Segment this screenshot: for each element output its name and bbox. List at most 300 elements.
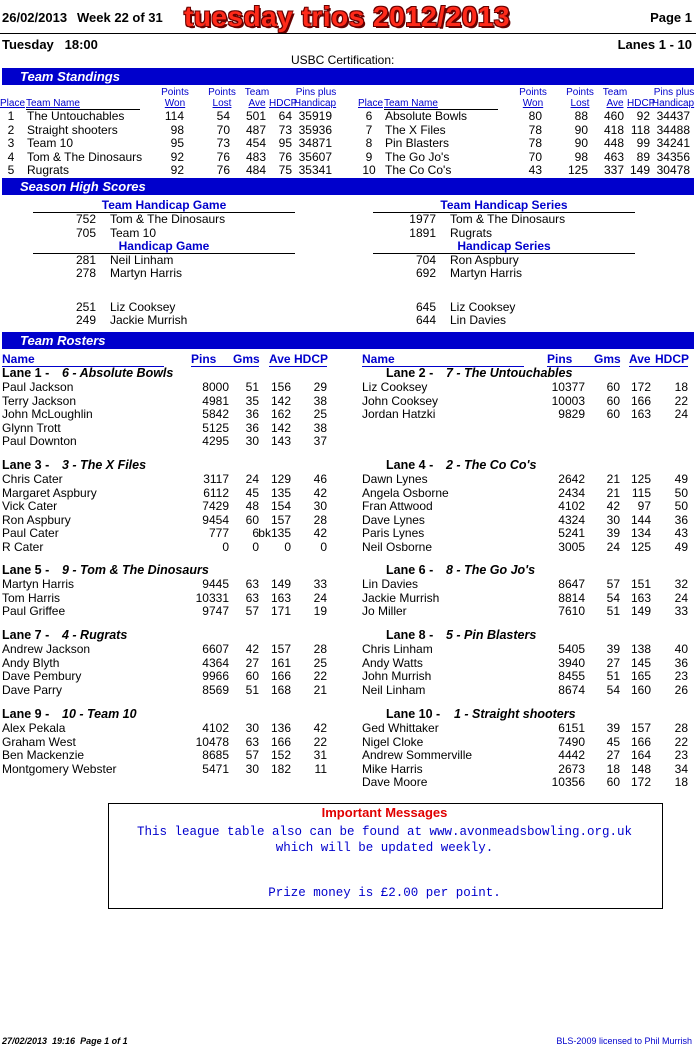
player-games: 60 <box>606 407 620 422</box>
player-handicap: 18 <box>674 380 688 394</box>
place-value: 10 <box>362 163 376 178</box>
player-handicap: 22 <box>313 669 327 684</box>
player-pins: 9747 <box>202 604 229 619</box>
lane-team-name: 2 - The Co Co's <box>446 458 537 472</box>
player-name: John Murrish <box>362 669 432 684</box>
roster-row <box>2 500 342 513</box>
footer-license: BLS-2009 licensed to Phil Murrish <box>556 1036 692 1046</box>
pph-header-1: Pins plus <box>295 87 337 98</box>
player-games: 36 <box>245 420 259 435</box>
player-games: 27 <box>606 655 620 670</box>
player-average: 144 <box>630 512 651 527</box>
points-won-value: 98 <box>170 122 184 137</box>
player-handicap: 23 <box>674 748 688 763</box>
roster-row <box>362 541 696 554</box>
lane-team-name: 10 - Team 10 <box>62 707 137 721</box>
player-name: Neil Linham <box>362 682 426 697</box>
player-handicap: 38 <box>313 420 327 435</box>
team-name-value: Rugrats <box>27 163 70 178</box>
report-date: 26/02/2013 <box>2 10 68 25</box>
player-handicap: 28 <box>313 642 327 656</box>
player-name: John Cooksey <box>362 393 439 408</box>
player-average: 149 <box>630 604 651 619</box>
roster-ave-underline <box>629 366 688 367</box>
place-value: 9 <box>365 149 373 164</box>
player-name: Fran Attwood <box>362 499 433 514</box>
high-score-name: Liz Cooksey <box>450 300 516 314</box>
roster-ave-underline <box>269 366 327 367</box>
team-ave-value: 460 <box>603 109 624 123</box>
high-score-value: 278 <box>75 266 96 280</box>
pins-plus-hdcp-value: 35607 <box>298 149 332 164</box>
player-handicap: 22 <box>313 734 327 749</box>
place-value: 6 <box>365 109 373 123</box>
player-pins: 8000 <box>202 380 229 394</box>
player-pins: 4324 <box>558 512 585 527</box>
messages-title: Important Messages <box>321 805 448 820</box>
player-pins: 10356 <box>551 775 585 790</box>
player-games: 35 <box>245 393 259 408</box>
player-pins: 6607 <box>202 642 229 656</box>
player-games: 30 <box>606 512 620 527</box>
player-average: 157 <box>630 721 651 735</box>
player-games: 30 <box>245 721 259 735</box>
place-value: 2 <box>7 122 15 137</box>
standings-row <box>0 110 340 123</box>
roster-row <box>362 722 696 735</box>
player-name: Angela Osborne <box>362 485 449 500</box>
player-handicap: 42 <box>313 721 327 735</box>
points-lost-value: 76 <box>216 163 230 178</box>
player-handicap: 31 <box>313 748 327 763</box>
high-score-name: Liz Cooksey <box>110 300 176 314</box>
player-handicap: 0 <box>320 540 327 554</box>
team-ave-value: 501 <box>245 109 266 123</box>
lane-label: Lane 3 - <box>2 458 50 472</box>
standings-row <box>0 164 340 177</box>
high-score-name: Lin Davies <box>450 313 507 327</box>
player-games: 0 <box>252 540 259 554</box>
player-games: 39 <box>606 526 620 541</box>
roster-row <box>2 722 342 735</box>
points-lost-value: 54 <box>216 109 230 123</box>
standings-row <box>358 124 696 137</box>
roster-row <box>2 684 342 697</box>
message-line-2: which will be updated weekly. <box>275 841 494 855</box>
points-won-value: 114 <box>164 109 184 123</box>
standings-row <box>0 151 340 164</box>
roster-row <box>2 541 342 554</box>
roster-row <box>362 776 696 789</box>
player-pins: 9829 <box>558 407 585 422</box>
roster-row <box>362 473 696 486</box>
player-pins: 5471 <box>202 761 229 776</box>
lane-label: Lane 1 - <box>2 366 50 380</box>
player-average: 157 <box>270 642 291 656</box>
player-games: 30 <box>245 434 259 449</box>
hdcp-header: HDCP <box>269 98 298 109</box>
team-name-value: The Co Co's <box>385 163 452 178</box>
player-name: Paris Lynes <box>362 526 425 541</box>
team-ave-value: 418 <box>603 122 624 137</box>
page-number: Page 1 <box>650 10 692 25</box>
team-ave-value: 483 <box>245 149 266 164</box>
player-average: 166 <box>270 734 291 749</box>
player-pins: 9966 <box>202 669 229 684</box>
player-name: Lin Davies <box>362 577 419 591</box>
lost-header-2: Lost <box>212 98 232 109</box>
hdcp-value: 75 <box>278 163 292 178</box>
player-name: Nigel Cloke <box>362 734 424 749</box>
player-games: 24 <box>245 472 259 486</box>
standings-row <box>0 124 340 137</box>
player-games: 36 <box>245 407 259 422</box>
roster-row <box>362 578 696 591</box>
player-name: Jordan Hatzki <box>362 407 436 422</box>
roster-row <box>2 381 342 394</box>
lane-label: Lane 8 - <box>386 628 434 642</box>
player-games: 57 <box>245 748 259 763</box>
roster-row <box>362 657 696 670</box>
roster-row <box>2 657 342 670</box>
player-average: 166 <box>630 734 651 749</box>
player-pins: 777 <box>208 526 229 541</box>
player-average: 172 <box>630 775 651 790</box>
points-lost-value: 98 <box>574 149 588 164</box>
pins-plus-hdcp-value: 34488 <box>656 122 690 137</box>
player-name: Paul Jackson <box>2 380 74 394</box>
section-standings: Team Standings <box>2 68 694 85</box>
player-name: Tom Harris <box>2 590 61 605</box>
points-won-value: 95 <box>170 136 184 151</box>
roster-row <box>362 643 696 656</box>
standings-row <box>358 164 696 177</box>
player-pins: 10377 <box>551 380 585 394</box>
high-score-value: 644 <box>415 313 436 327</box>
ave-header-2: Ave <box>248 98 266 109</box>
hdcp-series-title: Handicap Series <box>457 239 551 253</box>
player-average: 172 <box>630 380 651 394</box>
roster-row <box>2 605 342 618</box>
points-won-value: 43 <box>528 163 542 178</box>
player-handicap: 38 <box>313 393 327 408</box>
player-name: Vick Cater <box>2 499 58 514</box>
player-name: Ged Whittaker <box>362 721 439 735</box>
standings-row <box>0 137 340 150</box>
lane-team-name: 1 - Straight shooters <box>454 707 576 721</box>
player-handicap: 24 <box>674 407 688 422</box>
high-score-value: 249 <box>75 313 96 327</box>
player-name: Alex Pekala <box>2 721 66 735</box>
league-title: tuesday trios 2012/2013 <box>184 1 510 32</box>
roster-hdcp-header: HDCP <box>294 352 329 366</box>
pph-header-2: Handicap <box>293 98 337 109</box>
player-games: 45 <box>606 734 620 749</box>
pph-header-2: Handicap <box>651 98 695 109</box>
player-games: 45 <box>245 485 259 500</box>
player-handicap: 34 <box>674 761 688 776</box>
player-games: 63 <box>245 734 259 749</box>
roster-row <box>362 736 696 749</box>
player-pins: 6112 <box>203 485 229 500</box>
team-ave-value: 448 <box>603 136 624 151</box>
player-name: Liz Cooksey <box>362 380 428 394</box>
player-average: bk135 <box>258 526 291 541</box>
points-won-value: 92 <box>170 163 184 178</box>
player-pins: 5405 <box>558 642 585 656</box>
player-games: 51 <box>245 380 259 394</box>
high-score-value: 752 <box>75 212 96 226</box>
lost-header-2: Lost <box>570 98 590 109</box>
place-value: 7 <box>365 122 373 137</box>
player-games: 54 <box>606 682 620 697</box>
place-header: Place <box>0 98 26 109</box>
player-handicap: 29 <box>313 380 327 394</box>
player-pins: 3117 <box>203 472 229 486</box>
lane-team-name: 3 - The X Files <box>62 458 147 472</box>
player-games: 63 <box>245 577 259 591</box>
roster-row <box>362 487 696 500</box>
team-ave-value: 454 <box>245 136 266 151</box>
points-won-value: 78 <box>528 122 542 137</box>
points-won-value: 92 <box>170 149 184 164</box>
player-average: 145 <box>630 655 651 670</box>
roster-row <box>2 763 342 776</box>
roster-pins-header: Pins <box>547 352 573 366</box>
hdcp-value: 73 <box>278 122 292 137</box>
player-pins: 4295 <box>202 434 229 449</box>
player-handicap: 36 <box>674 512 688 527</box>
high-score-value: 705 <box>75 226 96 240</box>
player-name: Mike Harris <box>362 761 423 776</box>
player-handicap: 42 <box>313 485 327 500</box>
lanes-range: Lanes 1 - 10 <box>617 37 692 52</box>
lane-team-name: 9 - Tom & The Dinosaurs <box>62 563 209 577</box>
roster-row <box>2 422 342 435</box>
pins-plus-hdcp-value: 34241 <box>656 136 690 151</box>
player-pins: 5241 <box>558 526 585 541</box>
hdcp-value: 149 <box>629 163 650 178</box>
roster-row <box>362 381 696 394</box>
place-value: 5 <box>7 163 15 178</box>
player-handicap: 43 <box>674 526 688 541</box>
lane-team-name: 8 - The Go Jo's <box>446 563 536 577</box>
player-pins: 2673 <box>558 761 585 776</box>
player-average: 171 <box>270 604 291 619</box>
player-games: 54 <box>606 590 620 605</box>
high-score-name: Martyn Harris <box>110 266 183 280</box>
lost-header-1: Points <box>566 87 594 98</box>
team-name-value: Pin Blasters <box>385 136 450 151</box>
player-average: 125 <box>630 472 651 486</box>
roster-name-header: Name <box>362 352 395 366</box>
player-name: Paul Cater <box>2 526 59 541</box>
points-lost-value: 70 <box>216 122 230 137</box>
player-average: 163 <box>630 407 651 422</box>
player-average: 162 <box>270 407 291 422</box>
player-games: 21 <box>606 485 620 500</box>
points-lost-value: 90 <box>574 136 588 151</box>
player-name: Margaret Aspbury <box>2 485 97 500</box>
player-handicap: 18 <box>674 775 688 790</box>
player-name: Chris Linham <box>362 642 433 656</box>
player-handicap: 50 <box>674 499 688 514</box>
player-pins: 4442 <box>558 748 585 763</box>
high-score-value: 645 <box>415 300 436 314</box>
team-name-header: Team Name <box>26 98 80 109</box>
roster-row <box>2 592 342 605</box>
player-handicap: 37 <box>313 434 327 449</box>
high-score-name: Rugrats <box>450 226 493 240</box>
roster-row <box>2 749 342 762</box>
team-name-value: Tom & The Dinosaurs <box>27 149 143 164</box>
player-average: 163 <box>270 590 291 605</box>
roster-row <box>2 473 342 486</box>
high-score-value: 1977 <box>409 212 436 226</box>
hdcp-value: 76 <box>278 149 292 164</box>
standings-row <box>358 110 696 123</box>
player-handicap: 22 <box>674 734 688 749</box>
player-games: 51 <box>606 669 620 684</box>
hdcp-game-title: Handicap Game <box>118 239 210 253</box>
player-name: Andrew Sommerville <box>362 748 473 763</box>
player-handicap: 25 <box>313 407 327 422</box>
player-handicap: 24 <box>674 590 688 605</box>
roster-row <box>2 487 342 500</box>
player-name: Dawn Lynes <box>362 472 428 486</box>
roster-row <box>362 684 696 697</box>
hdcp-value: 95 <box>278 136 292 151</box>
player-name: Neil Osborne <box>362 540 433 554</box>
player-average: 160 <box>630 682 651 697</box>
player-games: 27 <box>606 748 620 763</box>
player-games: 24 <box>606 540 620 554</box>
high-score-name: Tom & The Dinosaurs <box>110 212 226 226</box>
hdcp-value: 64 <box>278 109 292 123</box>
pins-plus-hdcp-value: 35936 <box>298 122 332 137</box>
player-pins: 8685 <box>202 748 229 763</box>
high-score-name: Team 10 <box>110 226 157 240</box>
player-pins: 2642 <box>558 472 585 486</box>
player-pins: 9454 <box>202 512 229 527</box>
player-pins: 0 <box>222 540 229 554</box>
roster-name-header: Name <box>2 352 35 366</box>
player-handicap: 49 <box>674 472 688 486</box>
player-name: Paul Griffee <box>2 604 66 619</box>
high-score-name: Ron Aspbury <box>450 253 519 267</box>
player-pins: 7610 <box>558 604 585 619</box>
team-name-value: The Untouchables <box>27 109 125 123</box>
team-game-title: Team Handicap Game <box>101 198 227 212</box>
player-handicap: 19 <box>313 604 327 619</box>
player-average: 136 <box>270 721 291 735</box>
roster-row <box>362 527 696 540</box>
high-score-value: 281 <box>75 253 96 267</box>
lane-label: Lane 2 - <box>386 366 434 380</box>
player-pins: 7490 <box>558 734 585 749</box>
session-time: Tuesday 18:00 <box>2 37 98 52</box>
place-value: 3 <box>7 136 15 151</box>
player-name: Dave Pembury <box>2 669 82 684</box>
team-name-value: The Go Jo's <box>385 149 450 164</box>
roster-row <box>362 763 696 776</box>
player-name: Graham West <box>2 734 76 749</box>
place-value: 4 <box>7 149 15 164</box>
place-header: Place <box>358 98 384 109</box>
player-games: 60 <box>606 775 620 790</box>
player-average: 154 <box>270 499 291 514</box>
standings-row <box>358 151 696 164</box>
player-games: 48 <box>245 499 259 514</box>
player-handicap: 49 <box>674 540 688 554</box>
high-score-name: Martyn Harris <box>450 266 523 280</box>
player-handicap: 33 <box>674 604 688 619</box>
player-handicap: 28 <box>674 721 688 735</box>
player-name: Glynn Trott <box>2 420 61 435</box>
player-average: 157 <box>270 512 291 527</box>
points-lost-value: 73 <box>216 136 230 151</box>
hdcp-value: 118 <box>630 122 650 137</box>
player-pins: 8647 <box>558 577 585 591</box>
roster-row <box>2 736 342 749</box>
pins-plus-hdcp-value: 34356 <box>656 149 690 164</box>
player-average: 148 <box>630 761 651 776</box>
player-average: 129 <box>270 472 291 486</box>
player-handicap: 33 <box>313 577 327 591</box>
roster-row <box>2 408 342 421</box>
player-handicap: 40 <box>674 642 688 656</box>
player-pins: 2434 <box>558 485 585 500</box>
points-lost-value: 76 <box>216 149 230 164</box>
high-score-value: 1891 <box>409 226 436 240</box>
player-games: 60 <box>606 380 620 394</box>
lane-label: Lane 6 - <box>386 563 434 577</box>
player-games: 60 <box>245 669 259 684</box>
high-score-value: 251 <box>75 300 96 314</box>
lane-team-name: 7 - The Untouchables <box>446 366 573 380</box>
roster-ave-header: Ave <box>269 352 291 366</box>
roster-row <box>362 500 696 513</box>
lane-team-name: 6 - Absolute Bowls <box>62 366 174 380</box>
player-average: 151 <box>630 577 651 591</box>
player-name: R Cater <box>2 540 44 554</box>
roster-row <box>362 749 696 762</box>
player-name: Martyn Harris <box>2 577 75 591</box>
player-average: 166 <box>270 669 291 684</box>
roster-hdcp-header: HDCP <box>655 352 690 366</box>
lane-label: Lane 4 - <box>386 458 434 472</box>
player-pins: 4102 <box>202 721 229 735</box>
player-pins: 3940 <box>558 655 585 670</box>
player-pins: 9445 <box>202 577 229 591</box>
player-average: 164 <box>630 748 651 763</box>
team-ave-value: 337 <box>603 163 624 178</box>
player-name: Dave Lynes <box>362 512 425 527</box>
won-header-1: Points <box>519 87 547 98</box>
lane-label: Lane 9 - <box>2 707 50 721</box>
player-name: Andy Blyth <box>2 655 60 670</box>
team-name-value: The X Files <box>385 122 446 137</box>
roster-ave-header: Ave <box>629 352 651 366</box>
player-handicap: 32 <box>674 577 688 591</box>
player-name: Paul Downton <box>2 434 77 449</box>
pins-plus-hdcp-value: 34437 <box>656 109 690 123</box>
player-games: 51 <box>245 682 259 697</box>
roster-row <box>2 670 342 683</box>
roster-row <box>2 514 342 527</box>
points-lost-value: 125 <box>567 163 588 178</box>
player-pins: 10003 <box>551 393 585 408</box>
